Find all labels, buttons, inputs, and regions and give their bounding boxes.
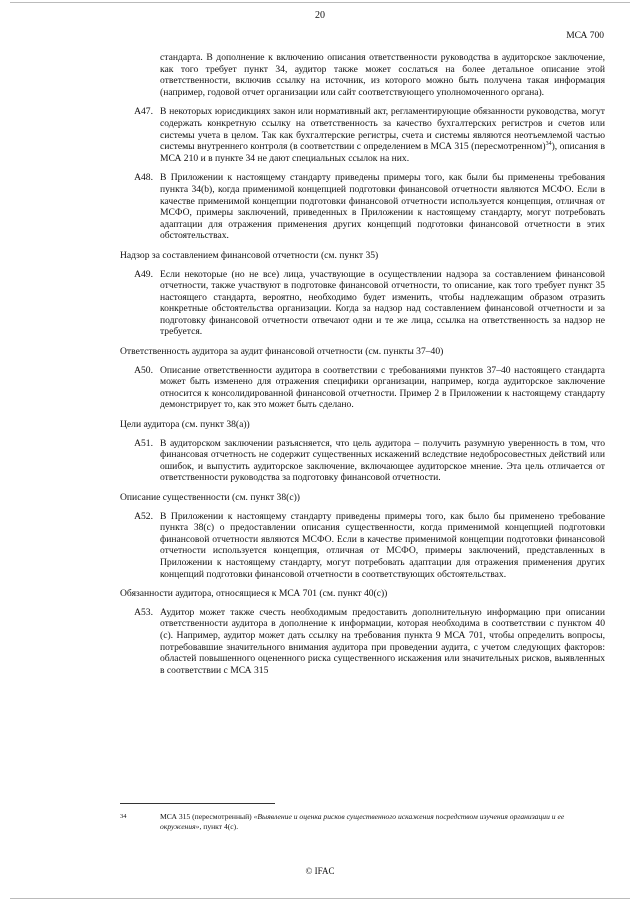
- paragraph-number: A50.: [134, 364, 153, 376]
- footnote-text-plain: МСА 315 (пересмотренный): [160, 812, 254, 821]
- footnote: [120, 812, 605, 832]
- footnote-text-italic: «Выявление и оценка рисков существенного искажения посредством изучения организации и ее окружения»: [160, 812, 565, 831]
- section-heading: Ответственность аудитора за аудит финансовой отчетности (см. пункты 37–40): [120, 346, 444, 358]
- footnote-separator: [120, 803, 275, 804]
- paragraph-a52: [120, 511, 605, 581]
- paragraph-text: Если некоторые (но не все) лица, участвующие в осуществлении надзора за составлением финансовой отчетности, также участвуют в подготовке финансовой отчетности, то описание, как того требует пункт 35 настоящего стандарта, вероятно, необходимо будет изменить, чтобы надлежащим образом отразить конкретные обстоятельства организации. Когда за надзор над составлением финансовой отчетности и за подготовку финансовой отчетности отвечают одни и те же лица, ссылка на ответственность за надзор не требуется.: [160, 268, 605, 338]
- section-heading: Обязанности аудитора, относящиеся к МСА 701 (см. пункт 40(c)): [120, 588, 388, 600]
- section-heading: Цели аудитора (см. пункт 38(a)): [120, 419, 250, 431]
- paragraph-text: В Приложении к настоящему стандарту приведены примеры того, как были бы применены требования пункта 34(b), когда применимой концепцией подготовки финансовой отчетности являются МСФО. Если в качестве применимой концепции подготовки финансовой отчетности используется концепция, отличная от МСФО, примеры заключений, приведенных в Приложении к настоящему стандарту, могут потребовать адаптации для отражения применения других концепций подготовки финансовой отчетности в этих обстоятельствах.: [160, 172, 605, 242]
- paragraph-a53: [120, 607, 605, 677]
- section-heading: Надзор за составлением финансовой отчетности (см. пункт 35): [120, 249, 379, 261]
- paragraph-a49: [120, 269, 605, 339]
- page-number: 20: [315, 10, 325, 21]
- body-text: [120, 52, 605, 684]
- paragraph-number: A52.: [134, 510, 153, 522]
- paragraph-continuation: стандарта. В дополнение к включению описания ответственности руководства в аудиторское заключение, как того требует пункт 34, аудитор также может сослаться на более детальное описание этой ответственности, включив ссылку на источник, из которого можно быть получена такая информация (например, годовой отчет организации или сайт соответствующего уполномоченного органа).: [160, 52, 605, 98]
- paragraph-text-part: В некоторых юрисдикциях закон или нормативный акт, регламентирующие обязанности руководства, могут содержать конкретную ссылку на ответственность за качество бухгалтерских регистров и счетов или системы учета в целом. Так как бухгалтерские регистры, счета и системы являются неотъемлемой частью системы внутреннего контроля (в соответствии с определением в МСА 315 (пересмотренном): [160, 106, 605, 153]
- paragraph-text: В Приложении к настоящему стандарту приведены примеры того, как было бы применено требование пункта 38(c) о предоставлении описания существенности, когда применимой концепцией подготовки финансовой отчетности являются МСФО. Если в качестве применимой концепции подготовки финансовой отчетности используется концепция, отличная от МСФО, примеры заключений, представленных в Приложении к настоящему стандарту, могут потребовать адаптации для отражения применения других концепций подготовки финансовой отчетности в соответствующих обстоятельствах.: [160, 510, 605, 580]
- bottom-border: [10, 898, 630, 899]
- paragraph-a51: [120, 438, 605, 484]
- footnote-text-tail: , пункт 4(с).: [199, 822, 239, 831]
- paragraph-a47: [120, 106, 605, 164]
- paragraph-text: В аудиторском заключении разъясняется, что цель аудитора – получить разумную уверенность в том, что финансовая отчетность не содержит существенных искажений вследствие недобросовестных действий или ошибок, и выпустить аудиторское заключение, включающее аудиторское мнение. Эта цель отличается от ответственности руководства за подготовку финансовой отчетности.: [160, 437, 605, 484]
- footnote-reference[interactable]: 34: [545, 140, 552, 147]
- paragraph-a50: [120, 365, 605, 411]
- copyright: © IFAC: [305, 866, 335, 876]
- paragraph-text: Описание ответственности аудитора в соответствии с требованиями пунктов 37–40 настоящего стандарта может быть изменено для отражения специфики организации, например, когда аудиторское заключение относится к консолидированной финансовой отчетности. Пример 2 в Приложении к настоящему стандарту демонстрирует то, как это может быть сделано.: [160, 364, 605, 411]
- paragraph-number: A51.: [134, 437, 153, 449]
- paragraph-number: A49.: [134, 268, 153, 280]
- paragraph-text: [160, 106, 605, 164]
- paragraph-number: A53.: [134, 606, 153, 618]
- document-code: МСА 700: [566, 31, 604, 41]
- paragraph-a48: [120, 172, 605, 242]
- section-heading: Описание существенности (см. пункт 38(c)): [120, 492, 300, 503]
- paragraph-text: Аудитор может также счесть необходимым предоставить дополнительную информацию при описании ответственности аудитора в дополнение к информации, которая необходима в соответствии с пунктом 40 (с). Например, аудитор может дать ссылку на требования пункта 9 МСА 701, чтобы определить вопросы, потребовавшие значительного внимания аудитора при проведении аудита, с учетом следующих факторов: областей повышенного оцененного риска существенного искажения или значительных рисков, выявленных в соответствии с МСА 315: [160, 606, 605, 676]
- top-border: [10, 2, 630, 3]
- paragraph-number: A48.: [134, 172, 153, 184]
- paragraph-number: A47.: [134, 106, 153, 118]
- paragraph-text-part: ), описания в МСА 210 и в пункте 34 не дают специальных ссылок на них.: [160, 141, 605, 164]
- footnote-text: [160, 812, 605, 832]
- footnote-number: 34: [120, 813, 127, 820]
